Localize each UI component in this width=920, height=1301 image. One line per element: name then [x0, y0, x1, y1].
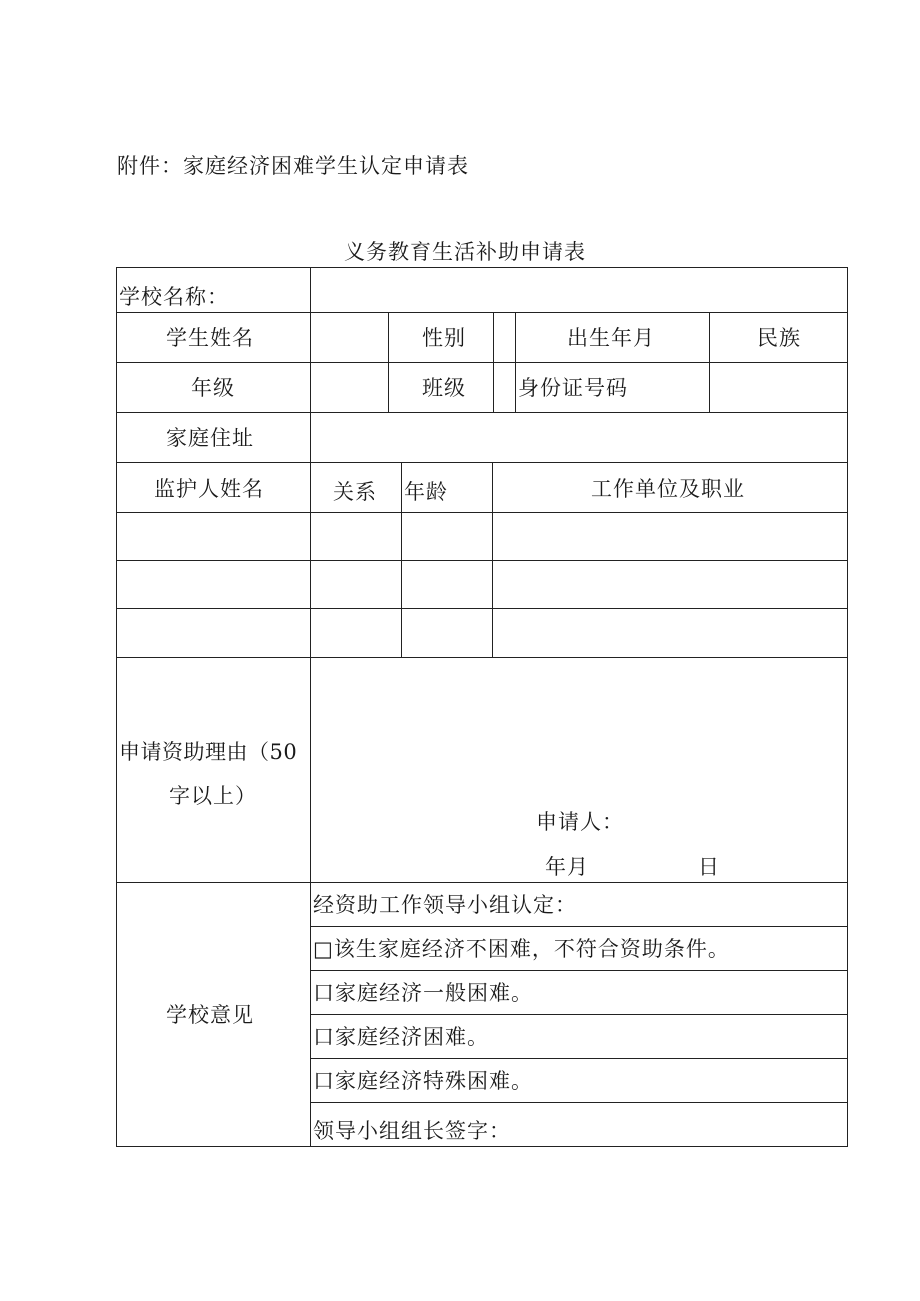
reason-label-line1: 申请资助理由（50	[119, 740, 298, 764]
student-name-label: 学生姓名	[166, 326, 254, 350]
student-name-field[interactable]	[311, 313, 388, 362]
school-name-label: 学校名称：	[119, 285, 229, 309]
relation-header: 关系	[333, 480, 377, 504]
gender-label: 性别	[422, 326, 466, 350]
leader-signature-label: 领导小组组长签字：	[313, 1119, 511, 1143]
gender-field[interactable]	[494, 313, 515, 362]
guardian-name-header: 监护人姓名	[154, 477, 264, 501]
id-number-field[interactable]	[710, 363, 847, 412]
age-header: 年龄	[404, 480, 448, 504]
year-month-label: 年月	[545, 855, 589, 879]
attachment-title: 附件：家庭经济困难学生认定申请表	[117, 154, 469, 178]
class-label: 班级	[422, 376, 466, 400]
opinion-option-difficult[interactable]: 口家庭经济困难。	[313, 1025, 489, 1049]
employer-header: 工作单位及职业	[591, 477, 745, 501]
opinion-option-not-difficult[interactable]: □该生家庭经济不困难，不符合资助条件。	[313, 937, 730, 961]
guardian-row-1[interactable]	[117, 513, 847, 560]
opinion-intro: 经资助工作领导小组认定：	[313, 893, 577, 917]
school-opinion-label: 学校意见	[166, 1003, 254, 1027]
applicant-label: 申请人：	[536, 810, 624, 834]
reason-field[interactable]	[311, 658, 847, 808]
birth-date-label: 出生年月	[567, 326, 655, 350]
class-field[interactable]	[494, 363, 515, 412]
school-name-field[interactable]	[311, 268, 847, 312]
id-number-label: 身份证号码	[518, 376, 628, 400]
opinion-option-special[interactable]: 口家庭经济特殊困难。	[313, 1069, 533, 1093]
home-address-label: 家庭住址	[166, 426, 254, 450]
grade-field[interactable]	[311, 363, 388, 412]
guardian-row-2[interactable]	[117, 561, 847, 608]
day-label: 日	[698, 855, 720, 879]
form-title: 义务教育生活补助申请表	[344, 240, 586, 264]
reason-label-line2: 字以上）	[169, 784, 257, 808]
ethnicity-label: 民族	[757, 326, 801, 350]
home-address-field[interactable]	[311, 413, 847, 462]
guardian-row-3[interactable]	[117, 609, 847, 657]
grade-label: 年级	[191, 376, 235, 400]
opinion-option-general[interactable]: 口家庭经济一般困难。	[313, 981, 533, 1005]
